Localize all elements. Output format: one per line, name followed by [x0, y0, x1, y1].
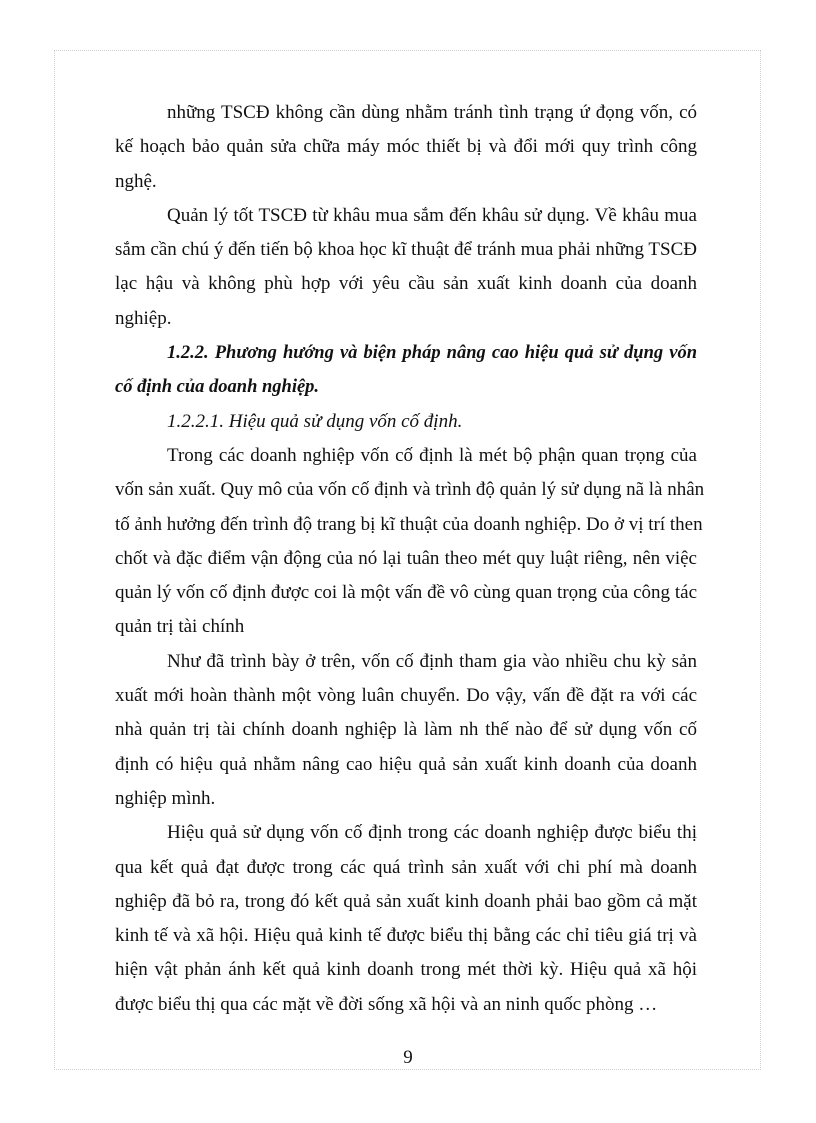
text-line: kế hoạch bảo quản sửa chữa máy móc thiết bị và đổi mới quy trình công: [115, 136, 697, 158]
text-line: nhà quản trị tài chính doanh nghiệp là làm nh thế nào để sử dụng vốn cố: [115, 719, 697, 741]
text-line: nghệ.: [115, 170, 157, 192]
text-line: xuất mới hoàn thành một vòng luân chuyển. Do vậy, vấn đề đặt ra với các: [115, 685, 697, 707]
page-number: 9: [403, 1047, 413, 1068]
text-line: tố ảnh hưởng đến trình độ trang bị kĩ thuật của doanh nghiệp. Do ở vị trí then: [115, 513, 703, 535]
text-line: quản lý vốn cố định được coi là một vấn đề vô cùng quan trọng của công tác: [115, 582, 697, 604]
text-line: chốt và đặc điểm vận động của nó lại tuân theo mét quy luật riêng, nên việc: [115, 547, 697, 569]
text-line: hiện vật phản ánh kết quả kinh doanh trong mét thời kỳ. Hiệu quả xã hội: [115, 959, 697, 981]
text-line: nghiệp mình.: [115, 787, 216, 809]
text-line: sắm cần chú ý đến tiến bộ khoa học kĩ thuật để tránh mua phải những TSCĐ: [115, 239, 697, 261]
section-heading-line: 1.2.2. Phương hướng và biện pháp nâng cao hiệu quả sử dụng vốn: [167, 343, 697, 364]
text-line: lạc hậu và không phù hợp với yêu cầu sản xuất kinh doanh của doanh: [115, 273, 697, 295]
text-line: định có hiệu quả nhằm nâng cao hiệu quả sản xuất kinh doanh của doanh: [115, 753, 697, 775]
text-line: nghiệp.: [115, 307, 172, 329]
text-line: Hiệu quả sử dụng vốn cố định trong các doanh nghiệp được biểu thị: [167, 822, 697, 844]
text-line: qua kết quả đạt được trong các quá trình sản xuất với chi phí mà doanh: [115, 856, 697, 878]
text-line: những TSCĐ không cần dùng nhằm tránh tình trạng ứ đọng vốn, có: [167, 102, 697, 123]
text-line: quản trị tài chính: [115, 616, 245, 638]
section-heading-line: cố định của doanh nghiệp.: [115, 377, 320, 398]
subsection-heading-line: 1.2.2.1. Hiệu quả sử dụng vốn cố định.: [167, 410, 463, 432]
document-body: [115, 96, 705, 1022]
text-line: Trong các doanh nghiệp vốn cố định là mét bộ phận quan trọng của: [167, 444, 697, 466]
text-line: nghiệp đã bỏ ra, trong đó kết quả sản xuất kinh doanh phải bao gồm cả mặt: [115, 890, 697, 912]
text-line: Quản lý tốt TSCĐ từ khâu mua sắm đến khâu sử dụng. Về khâu mua: [167, 204, 697, 226]
text-line: được biểu thị qua các mặt về đời sống xã hội và an ninh quốc phòng …: [115, 993, 658, 1015]
text-line: kinh tế và xã hội. Hiệu quả kinh tế được biểu thị bằng các chỉ tiêu giá trị và: [115, 925, 697, 947]
text-line: Như đã trình bày ở trên, vốn cố định tham gia vào nhiều chu kỳ sản: [167, 650, 697, 672]
text-line: vốn sản xuất. Quy mô của vốn cố định và trình độ quản lý sử dụng nã là nhân: [115, 479, 705, 501]
